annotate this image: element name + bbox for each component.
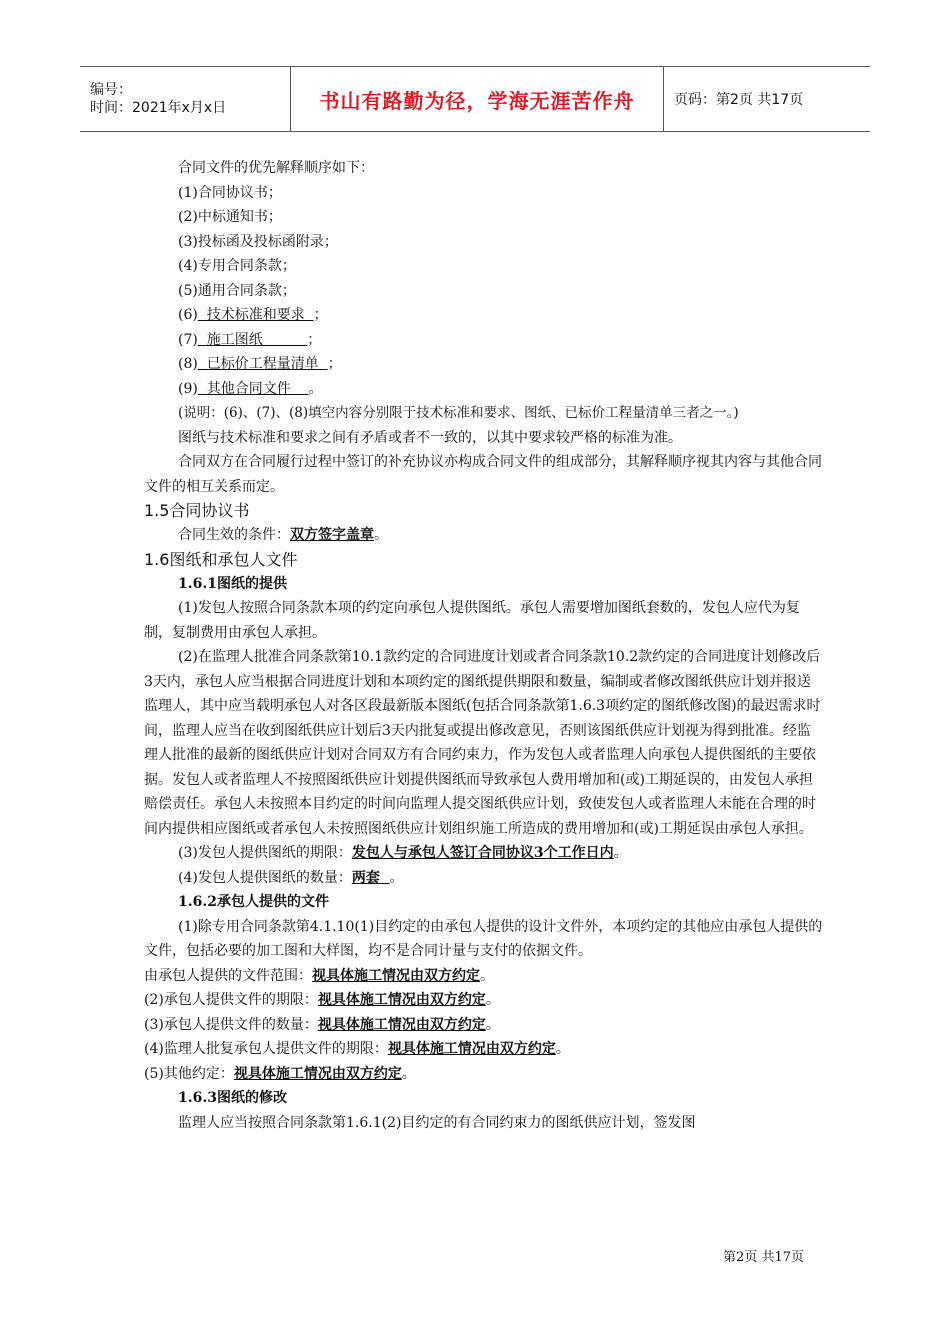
page-header (80, 66, 870, 132)
note-paragraph: (说明：(6)、(7)、(8)填空内容分别限于技术标准和要求、图纸、已标价工程量清单三者之一。) (178, 405, 739, 421)
punct: ； (327, 356, 342, 372)
fill-value: 视具体施工情况由双方约定 (233, 1065, 402, 1082)
fill-value: 双方签字盖章 (290, 527, 374, 543)
serial-label: 编号： (90, 82, 132, 98)
label: 由承包人提供的文件范围： (144, 967, 312, 984)
list-item: (1)合同协议书； (178, 184, 282, 201)
header-page-label: 页码：第2页 共17页 (674, 92, 804, 108)
paragraph (144, 866, 824, 891)
label: (4)发包人提供图纸的数量： (178, 869, 352, 886)
punct: 。 (389, 869, 404, 886)
paragraph (144, 523, 824, 548)
paragraph (144, 841, 824, 866)
fill-value: 其他合同文件 (197, 380, 309, 397)
punct: 。 (308, 380, 323, 397)
punct: 。 (480, 967, 494, 984)
punct: 。 (401, 1065, 416, 1082)
header-meta (80, 67, 291, 131)
list-number: (9) (178, 380, 198, 397)
punct: ； (313, 307, 328, 323)
paragraph: (1)除专用合同条款第4.1.10(1)目约定的由承包人提供的设计文件外，本项约定的其他应由承包人提供的文件，包括必要的加工图和大样图，均不是合同计量与支付的依据文件。 (144, 918, 823, 959)
document-body (144, 156, 824, 1135)
fill-value: 视具体施工情况由双方约定 (387, 1041, 556, 1057)
paragraph: (2)在监理人批准合同条款第10.1款约定的合同进度计划或者合同条款10.2款约定的合同进度计划修改后3天内，承包人应当根据合同进度计划和本项约定的图纸提供期限和数量，编制或者修改图纸供应计划并报送监理人，其中应当载明承包人对各区段最新版本图纸(包括合同条款第1.6.3项约定的图纸修改图)的最迟需求时间，监理人应当在收到图纸供应计划后3天内批复或提出修改意见，否则该图纸供应计划视为得到批准。经监理人批准的最新的图纸供应计划对合同双方有合同约束力，作为发包人或者监理人向承包人提供图纸的主要依据。发包人或者监理人不按照图纸供应计划提供图纸而导致承包人费用增加和(或)工期延误的，由发包人承担赔偿责任。承包人未按照本目约定的时间向监理人提交图纸供应计划，致使发包人或者监理人未能在合理的时间内提供相应图纸或者承包人未按照图纸供应计划组织施工所造成的费用增加和(或)工期延误由承包人承担。 (144, 649, 821, 837)
subsection-heading: 1.6.2承包人提供的文件 (178, 894, 329, 910)
label: (4)监理人批复承包人提供文件的期限： (144, 1041, 388, 1057)
list-item (144, 328, 824, 353)
fill-value: 已标价工程量清单 (197, 356, 328, 372)
paragraph (144, 1013, 824, 1038)
list-item (144, 377, 824, 402)
fill-value: 施工图纸 (197, 331, 308, 348)
paragraph: 监理人应当按照合同条款第1.6.1(2)目约定的有合同约束力的图纸供应计划，签发图 (178, 1114, 696, 1131)
page-footer: 第2页 共17页 (723, 1250, 804, 1265)
punct: 。 (485, 992, 500, 1008)
subsection-heading: 1.6.3图纸的修改 (178, 1090, 287, 1106)
label: (5)其他约定： (144, 1065, 234, 1082)
section-heading: 1.5合同协议书 (144, 501, 250, 520)
paragraph: 图纸与技术标准和要求之间有矛盾或者不一致的，以其中要求较严格的标准为准。 (178, 429, 682, 446)
label: (3)发包人提供图纸的期限： (178, 845, 352, 861)
list-number: (7) (178, 331, 198, 348)
list-item (144, 352, 824, 377)
time-label: 时间：2021年x月x日 (90, 100, 227, 116)
subsection-heading: 1.6.1图纸的提供 (178, 575, 287, 592)
fill-value: 视具体施工情况由双方约定 (317, 1016, 486, 1033)
list-item (144, 303, 824, 328)
fill-value: 发包人与承包人签订合同协议3个工作日内 (351, 845, 614, 861)
paragraph: 合同双方在合同履行过程中签订的补充协议亦构成合同文件的组成部分，其解释顺序视其内容与其他合同文件的相互关系而定。 (144, 454, 822, 495)
label: (2)承包人提供文件的期限： (144, 992, 318, 1008)
list-item: (3)投标函及投标函附录； (178, 233, 338, 250)
list-item: (2)中标通知书； (178, 209, 282, 225)
fill-value: 视具体施工情况由双方约定 (312, 967, 480, 984)
paragraph: (1)发包人按照合同条款本项的约定向承包人提供图纸。承包人需要增加图纸套数的，发包人应代为复制，复制费用由承包人承担。 (144, 600, 800, 641)
paragraph (144, 988, 824, 1013)
list-item: (5)通用合同条款； (178, 282, 296, 299)
list-item: (4)专用合同条款； (178, 258, 296, 274)
paragraph: 合同文件的优先解释顺序如下： (178, 160, 374, 176)
list-number: (6) (178, 307, 198, 323)
paragraph (144, 1062, 824, 1087)
fill-value: 两套 (351, 869, 390, 886)
paragraph (144, 1037, 824, 1062)
paragraph (144, 964, 824, 989)
punct: 。 (374, 527, 388, 543)
label: 合同生效的条件： (178, 527, 290, 543)
list-number: (8) (178, 356, 198, 372)
fill-value: 技术标准和要求 (197, 307, 314, 323)
fill-value: 视具体施工情况由双方约定 (317, 992, 486, 1008)
section-heading: 1.6图纸和承包人文件 (144, 549, 298, 569)
header-motto: 书山有路勤为径，学海无涯苦作舟 (291, 67, 664, 131)
punct: 。 (555, 1041, 570, 1057)
punct: 。 (485, 1016, 500, 1033)
punct: ； (307, 331, 322, 348)
punct: 。 (613, 845, 628, 861)
label: (3)承包人提供文件的数量： (144, 1016, 318, 1033)
